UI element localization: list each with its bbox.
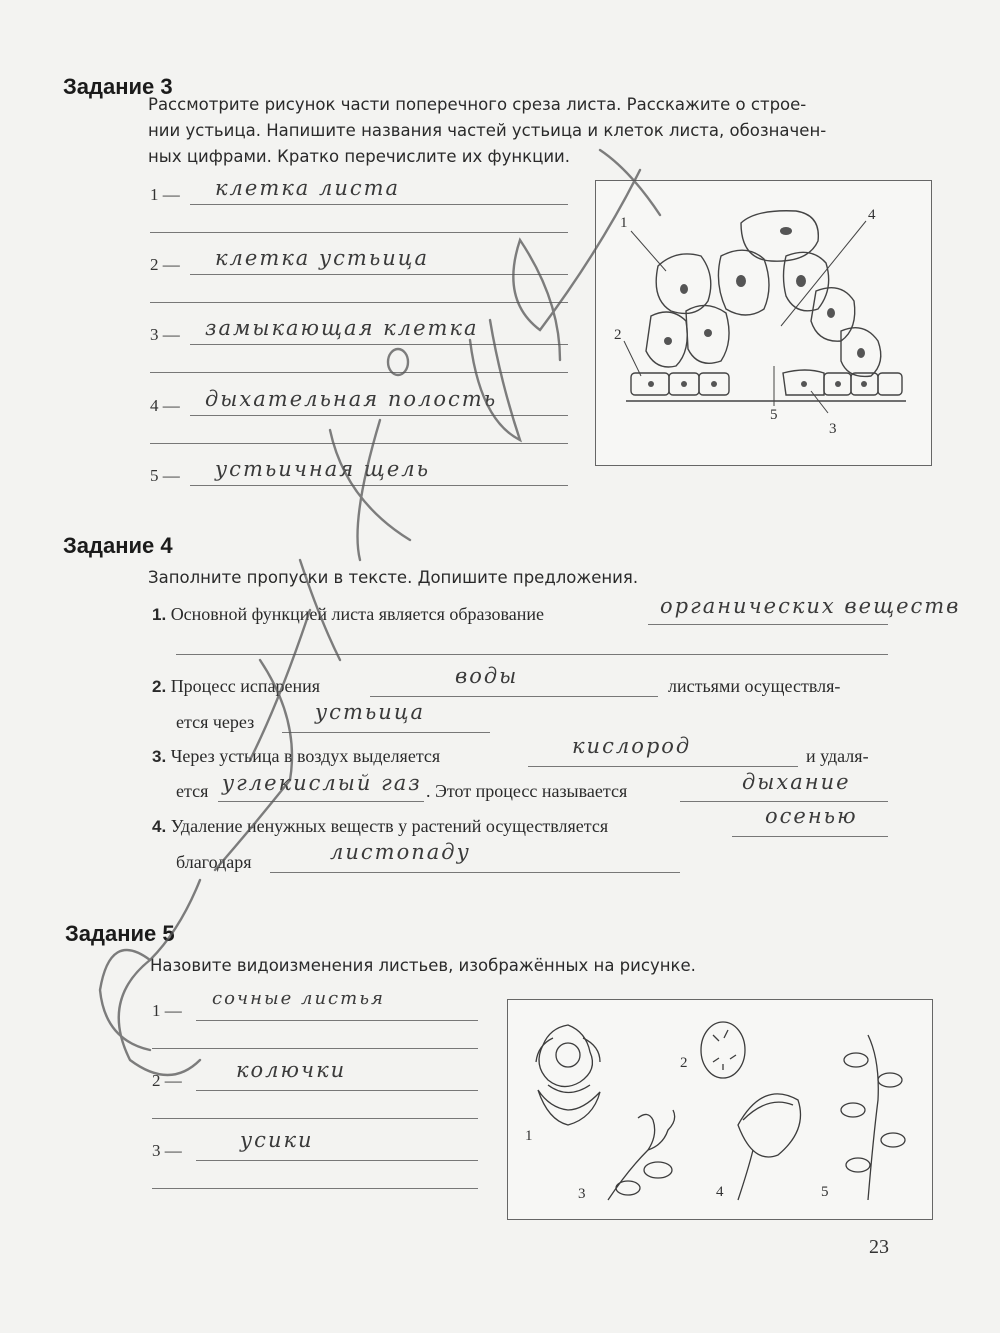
handwritten-answer[interactable]: углекислый газ	[222, 771, 422, 795]
task5-item-number: 1 —	[152, 1001, 182, 1020]
figure-label: 3	[829, 421, 837, 437]
answer-line	[528, 766, 798, 767]
task5-item-number: 2 —	[152, 1071, 182, 1090]
answer-line	[150, 232, 568, 233]
answer-line	[150, 372, 568, 373]
answer-line	[150, 302, 568, 303]
task5-heading: Задание 5	[65, 921, 175, 946]
answer-line	[190, 415, 568, 416]
figure-label: 4	[716, 1184, 724, 1200]
figure-label: 1	[525, 1128, 533, 1144]
handwritten-answer[interactable]: усики	[240, 1128, 314, 1152]
task4-instruction: Заполните пропуски в тексте. Допишите предложения.	[148, 568, 639, 587]
answer-line	[150, 443, 568, 444]
sentence-text: Через устьица в воздух выделяется	[170, 746, 441, 766]
sentence-text: и удаля-	[806, 746, 869, 766]
figure-label: 4	[868, 207, 876, 223]
leaf-modifications-figure	[507, 999, 933, 1220]
handwritten-answer[interactable]: кислород	[572, 734, 692, 758]
handwritten-answer[interactable]: органических веществ	[660, 594, 961, 618]
task5-item-number: 3 —	[152, 1141, 182, 1160]
handwritten-answer[interactable]: замыкающая клетка	[205, 316, 479, 340]
leaf-section-drawing	[596, 181, 931, 465]
sentence-1	[152, 604, 544, 625]
answer-line	[196, 1090, 478, 1091]
handwritten-answer[interactable]: листопаду	[330, 840, 471, 864]
sentence-3	[152, 746, 440, 767]
answer-line	[196, 1020, 478, 1021]
task3-item-number: 4 —	[150, 396, 180, 415]
task4-heading: Задание 4	[63, 533, 173, 558]
answer-line	[176, 654, 888, 655]
answer-line	[152, 1048, 478, 1049]
answer-line	[282, 732, 490, 733]
figure-label: 5	[770, 407, 778, 423]
handwritten-answer[interactable]: сочные листья	[212, 988, 385, 1009]
sentence-text: благодаря	[176, 852, 252, 872]
answer-line	[190, 274, 568, 275]
handwritten-answer[interactable]: дыхательная полость	[205, 387, 498, 411]
handwritten-answer[interactable]: клетка устьица	[215, 246, 429, 270]
sentence-2	[152, 676, 320, 697]
figure-label: 5	[821, 1184, 829, 1200]
task3-heading: Задание 3	[63, 74, 173, 99]
task3-item-number: 2 —	[150, 255, 180, 274]
answer-line	[732, 836, 888, 837]
sentence-number: 4.	[152, 817, 167, 836]
handwritten-answer[interactable]: устьичная щель	[215, 457, 431, 481]
handwritten-answer[interactable]: дыхание	[742, 770, 851, 794]
sentence-text: ется	[176, 781, 209, 801]
answer-line	[648, 624, 888, 625]
task3-instruction-line: нии устьица. Напишите названия частей устьица и клеток листа, обозначен-	[148, 121, 827, 140]
figure-label: 1	[620, 215, 628, 231]
task3-instruction-line: ных цифрами. Кратко перечислите их функции.	[148, 147, 571, 166]
sentence-number: 3.	[152, 747, 167, 766]
handwritten-answer[interactable]: колючки	[236, 1058, 347, 1082]
handwritten-answer[interactable]: устьица	[315, 700, 425, 724]
task3-instruction	[148, 92, 908, 170]
sentence-4	[152, 816, 608, 837]
answer-line	[270, 872, 680, 873]
answer-line	[218, 801, 424, 802]
answer-line	[152, 1118, 478, 1119]
answer-line	[680, 801, 888, 802]
answer-line	[190, 485, 568, 486]
sentence-text: . Этот процесс называется	[426, 781, 628, 801]
figure-label: 2	[614, 327, 622, 343]
sentence-text: листьями осуществля-	[668, 676, 841, 696]
answer-line	[190, 204, 568, 205]
sentence-text: Процесс испарения	[170, 676, 321, 696]
page-number: 23	[869, 1236, 889, 1258]
answer-line	[370, 696, 658, 697]
task3-item-number: 1 —	[150, 185, 180, 204]
task5-instruction: Назовите видоизменения листьев, изображённых на рисунке.	[150, 956, 696, 975]
figure-label: 2	[680, 1055, 688, 1071]
handwritten-answer[interactable]: осенью	[765, 804, 858, 828]
leaf-cross-section-figure	[595, 180, 932, 466]
sentence-number: 1.	[152, 605, 167, 624]
answer-line	[196, 1160, 478, 1161]
handwritten-answer[interactable]: клетка листа	[215, 176, 401, 200]
figure-label: 3	[578, 1186, 586, 1202]
sentence-text: Основной функцией листа является образование	[170, 604, 545, 624]
task3-item-number: 3 —	[150, 325, 180, 344]
answer-line	[152, 1188, 478, 1189]
handwritten-answer[interactable]: воды	[455, 664, 519, 688]
sentence-text: ется через	[176, 712, 255, 732]
task3-item-number: 5 —	[150, 466, 180, 485]
sentence-text: Удаление ненужных веществ у растений осуществляется	[170, 816, 609, 836]
sentence-number: 2.	[152, 677, 167, 696]
task3-instruction-line: Рассмотрите рисунок части поперечного среза листа. Расскажите о строе-	[148, 95, 807, 114]
answer-line	[190, 344, 568, 345]
